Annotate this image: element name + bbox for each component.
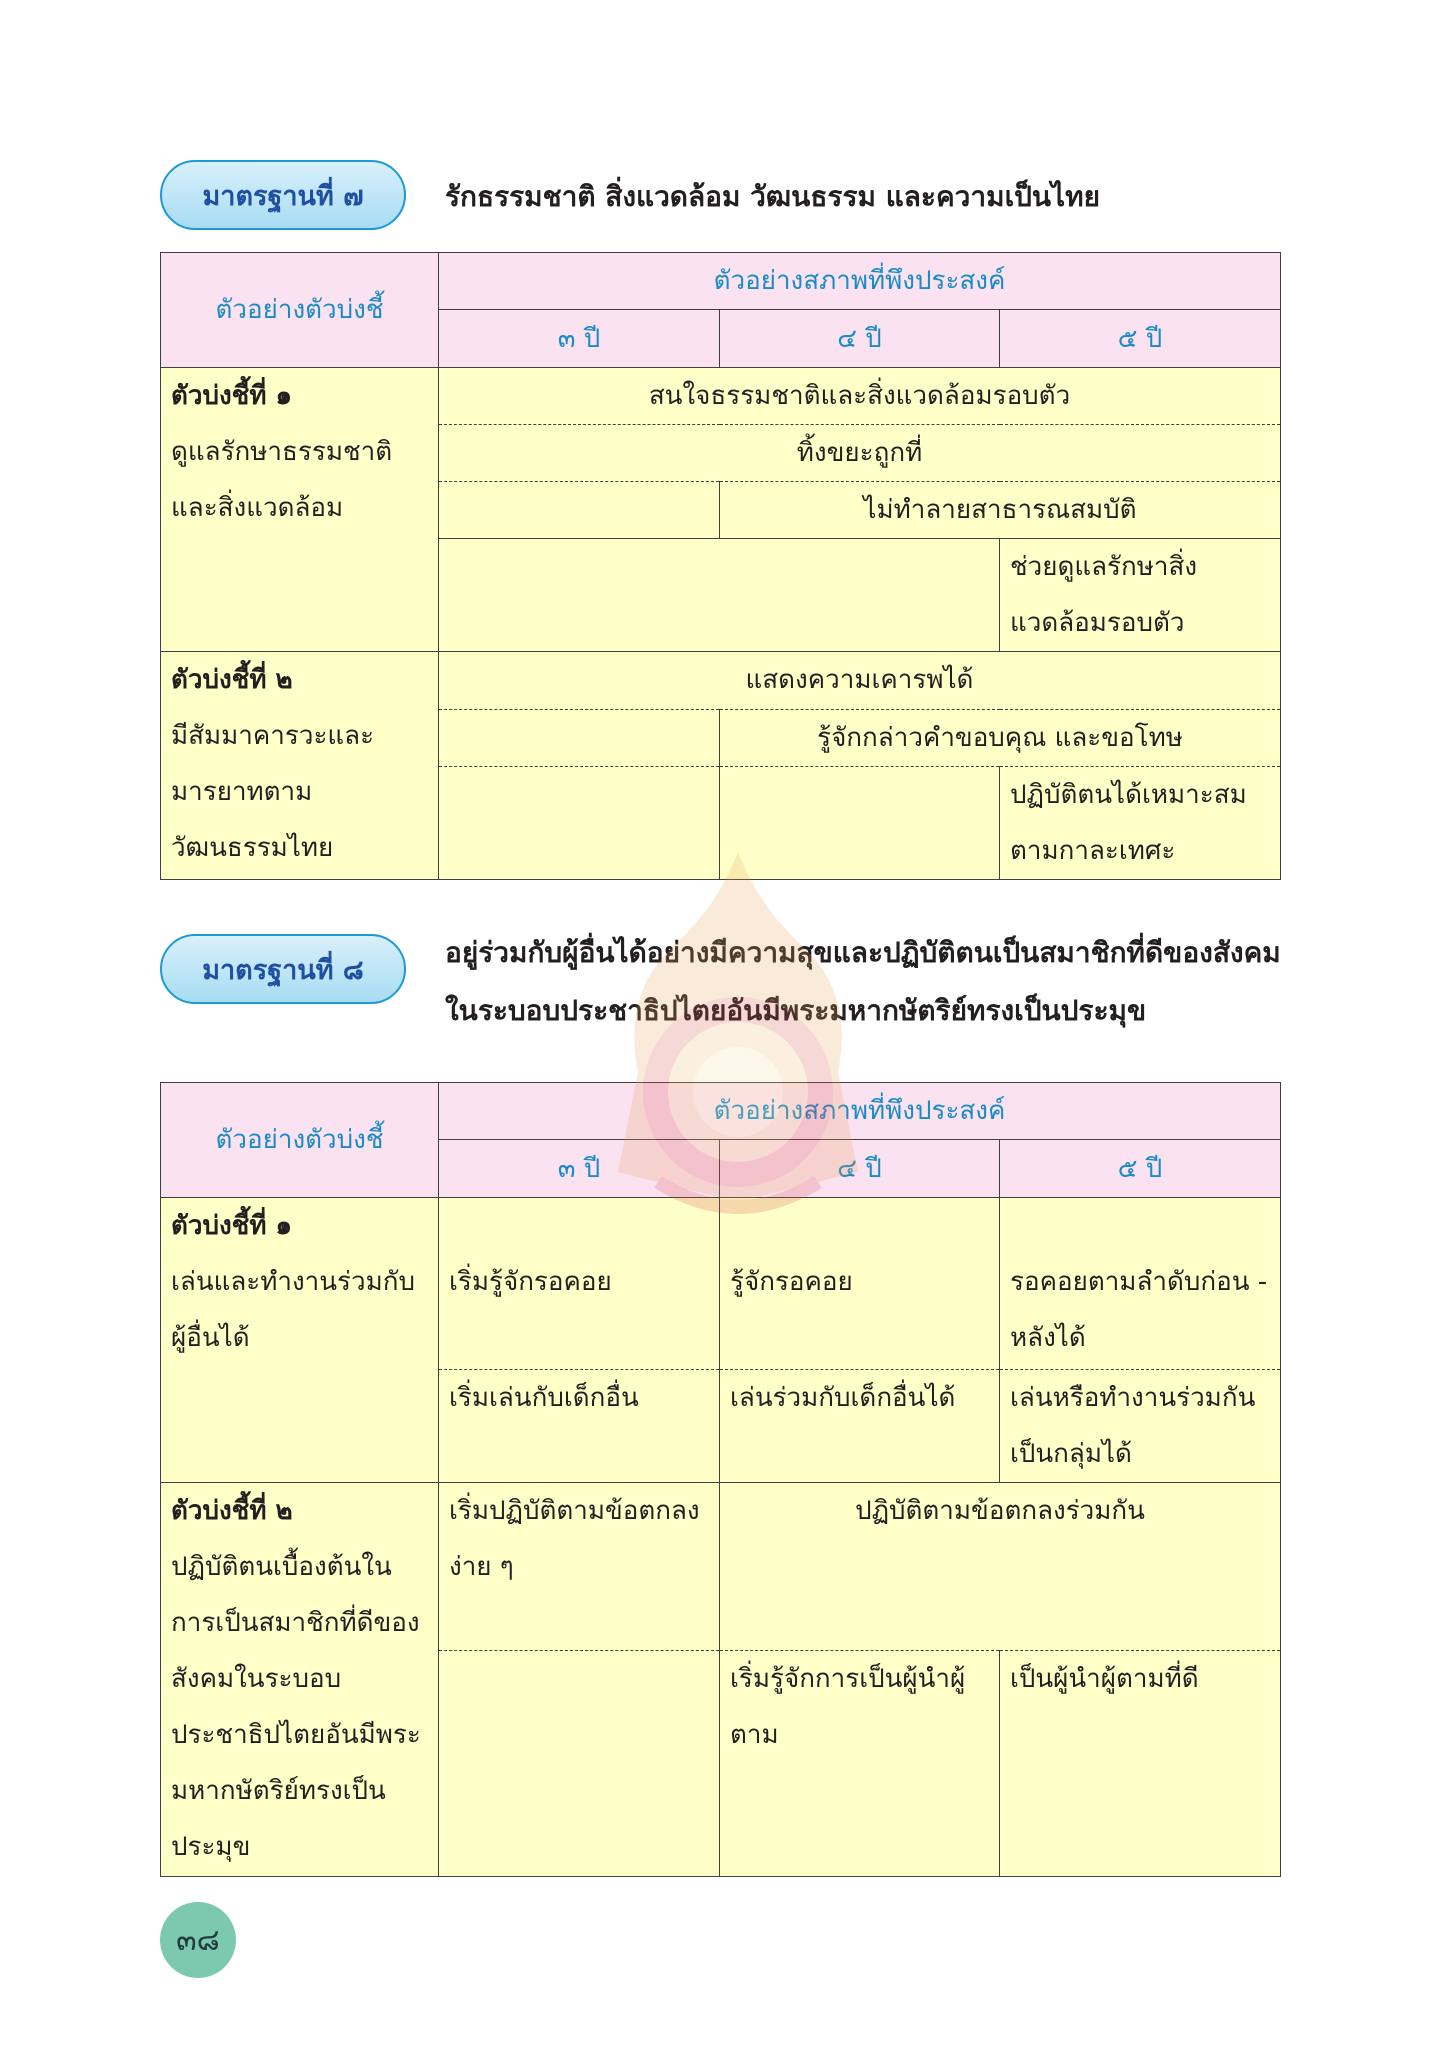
desired-cell-empty xyxy=(720,767,1000,880)
desired-cell: เริ่มเล่นกับเด็กอื่น xyxy=(439,1370,720,1483)
indicator-2-text: มีสัมมาคารวะและมารยาทตามวัฒนธรรมไทย xyxy=(171,721,375,863)
desired-cell: รู้จักรอคอย xyxy=(720,1198,1000,1370)
header-desired: ตัวอย่างสภาพที่พึงประสงค์ xyxy=(439,253,1281,310)
desired-cell: เริ่มรู้จักรอคอย xyxy=(439,1198,720,1370)
indicator-2-title: ตัวบ่งชี้ที่ ๒ xyxy=(171,665,293,695)
desired-cell: เริ่มรู้จักการเป็นผู้นำผู้ตาม xyxy=(720,1651,1000,1877)
standard-8-label: มาตรฐานที่ ๘ xyxy=(160,934,406,1004)
header-indicator: ตัวอย่างตัวบ่งชี้ xyxy=(161,253,439,368)
header-indicator: ตัวอย่างตัวบ่งชี้ xyxy=(161,1083,439,1198)
standard-8-section xyxy=(160,934,1281,1862)
desired-cell-empty xyxy=(439,1651,720,1877)
standard-7-section xyxy=(160,160,1280,866)
desired-cell: ไม่ทำลายสาธารณสมบัติ xyxy=(720,482,1281,539)
indicator-1-text: เล่นและทำงานร่วมกับผู้อื่นได้ xyxy=(171,1267,416,1353)
desired-cell-empty xyxy=(439,539,1000,652)
desired-cell: ทิ้งขยะถูกที่ xyxy=(439,425,1281,482)
standard-8-header xyxy=(160,934,1281,1027)
header-age-4: ๔ ปี xyxy=(720,1140,1000,1198)
indicator-2 xyxy=(161,1483,439,1877)
header-age-4: ๔ ปี xyxy=(720,310,1000,368)
page-number: ๓๘ xyxy=(160,1902,236,1978)
desired-cell: เล่นหรือทำงานร่วมกันเป็นกลุ่มได้ xyxy=(1000,1370,1281,1483)
indicator-2-text: ปฏิบัติตนเบื้องต้นในการเป็นสมาชิกที่ดีของสังคมในระบอบประชาธิปไตยอันมีพระมหากษัตริย์ทรงเป็นประมุข xyxy=(171,1552,421,1862)
desired-cell: เล่นร่วมกับเด็กอื่นได้ xyxy=(720,1370,1000,1483)
desired-cell-empty xyxy=(439,482,720,539)
indicator-2 xyxy=(161,652,439,880)
indicator-1 xyxy=(161,1198,439,1483)
header-age-3: ๓ ปี xyxy=(439,310,720,368)
desired-cell: ปฏิบัติตนได้เหมาะสมตามกาละเทศะ xyxy=(1000,767,1281,880)
desired-cell-empty xyxy=(439,767,720,880)
indicator-1-title: ตัวบ่งชี้ที่ ๑ xyxy=(171,381,293,411)
desired-cell: รอคอยตามลำดับก่อน - หลังได้ xyxy=(1000,1198,1281,1370)
indicator-1 xyxy=(161,368,439,652)
indicator-1-text: ดูแลรักษาธรรมชาติและสิ่งแวดล้อม xyxy=(171,437,393,523)
standard-7-title: รักธรรมชาติ สิ่งแวดล้อม วัฒนธรรม และความเป็นไทย xyxy=(445,180,1101,213)
desired-cell-empty xyxy=(439,710,720,767)
indicator-1-title: ตัวบ่งชี้ที่ ๑ xyxy=(171,1211,293,1241)
standard-7-table xyxy=(160,252,1281,880)
standard-8-table xyxy=(160,1082,1281,1877)
header-age-5: ๕ ปี xyxy=(1000,310,1281,368)
desired-cell: แสดงความเคารพได้ xyxy=(439,652,1281,710)
header-age-5: ๕ ปี xyxy=(1000,1140,1281,1198)
header-age-3: ๓ ปี xyxy=(439,1140,720,1198)
desired-cell: เริ่มปฏิบัติตามข้อตกลงง่าย ๆ xyxy=(439,1483,720,1651)
desired-cell: รู้จักกล่าวคำขอบคุณ และขอโทษ xyxy=(720,710,1281,767)
standard-7-header xyxy=(160,160,1280,230)
desired-cell: ช่วยดูแลรักษาสิ่งแวดล้อมรอบตัว xyxy=(1000,539,1281,652)
desired-cell: สนใจธรรมชาติและสิ่งแวดล้อมรอบตัว xyxy=(439,368,1281,425)
desired-cell: ปฏิบัติตามข้อตกลงร่วมกัน xyxy=(720,1483,1281,1651)
indicator-2-title: ตัวบ่งชี้ที่ ๒ xyxy=(171,1496,293,1526)
desired-cell: เป็นผู้นำผู้ตามที่ดี xyxy=(1000,1651,1281,1877)
header-desired: ตัวอย่างสภาพที่พึงประสงค์ xyxy=(439,1083,1281,1140)
standard-7-label: มาตรฐานที่ ๗ xyxy=(160,160,406,230)
standard-8-title: อยู่ร่วมกับผู้อื่นได้อย่างมีความสุขและปฏิบัติตนเป็นสมาชิกที่ดีของสังคมในระบอบประชาธิปไตยอันมีพระมหากษัตริย์ทรงเป็นประมุข xyxy=(445,936,1281,1027)
